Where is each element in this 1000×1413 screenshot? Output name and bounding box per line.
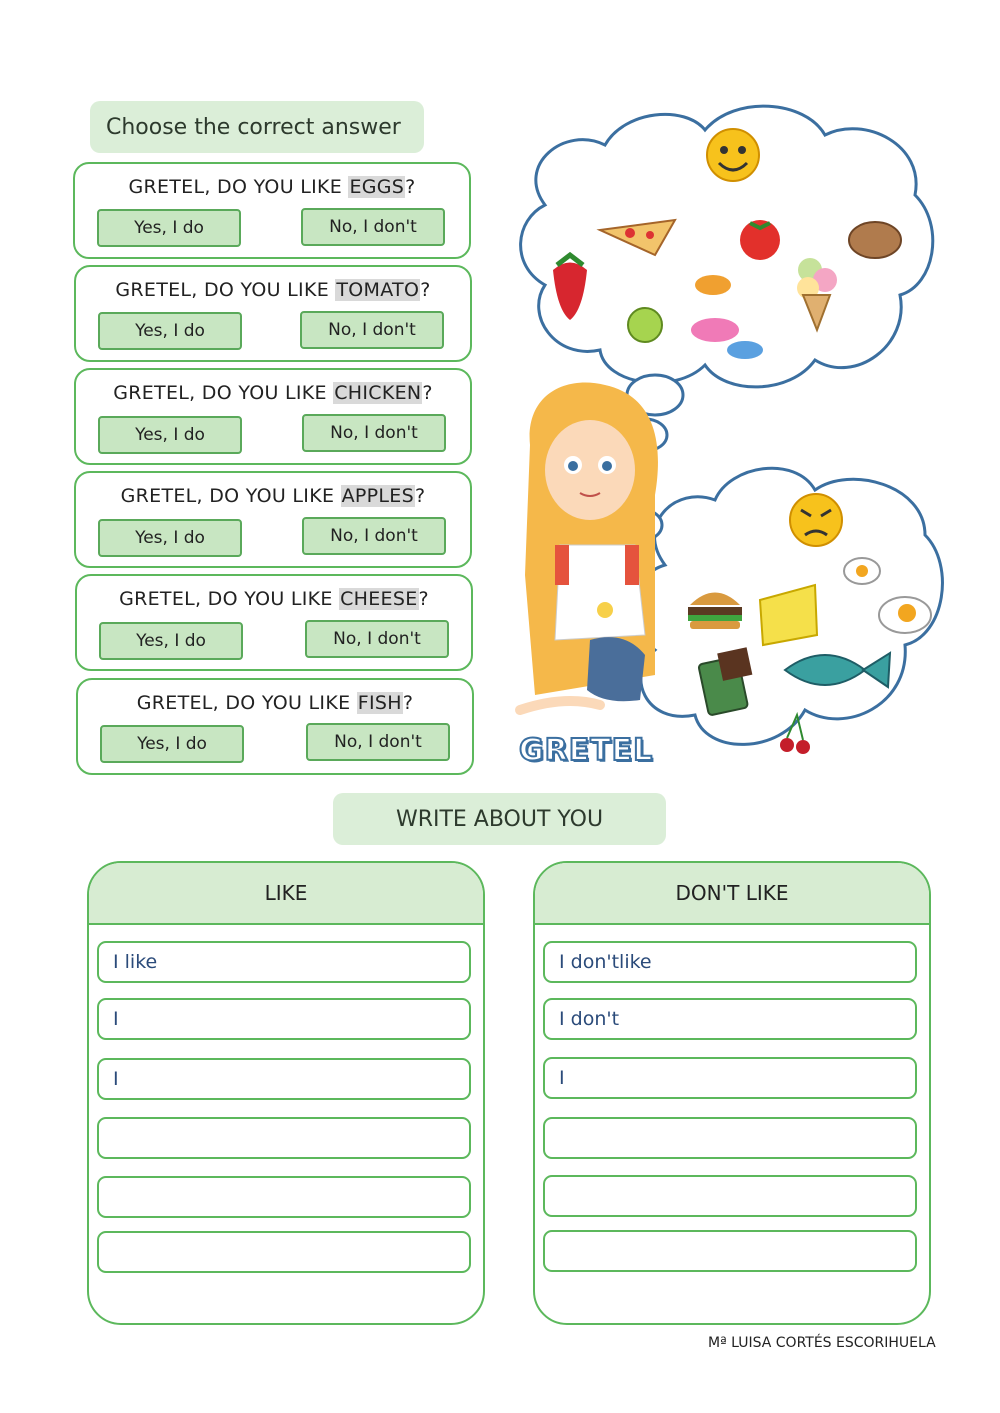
author-credit: Mª LUISA CORTÉS ESCORIHUELA: [708, 1335, 936, 1351]
food-word: CHEESE: [340, 588, 418, 610]
angry-emoji-icon: [790, 494, 842, 546]
no-button[interactable]: No, I don't: [302, 517, 446, 555]
dont-like-line[interactable]: [543, 998, 917, 1040]
like-panel: [87, 861, 485, 1325]
instructions-text: Choose the correct answer: [106, 114, 401, 140]
dont-like-line[interactable]: [543, 1175, 917, 1217]
question-text: GRETEL, DO YOU LIKE CHICKEN?: [113, 382, 433, 404]
dont-like-input[interactable]: [545, 1177, 915, 1215]
food-word: FISH: [357, 692, 402, 714]
like-input[interactable]: [99, 1178, 469, 1216]
like-line[interactable]: [97, 1058, 471, 1100]
dont-like-line[interactable]: [543, 1230, 917, 1272]
dont-like-input[interactable]: [545, 1000, 915, 1038]
question-card: [73, 162, 471, 259]
food-word: APPLES: [341, 485, 414, 507]
question-card: [74, 368, 472, 465]
happy-emoji-icon: [707, 129, 759, 181]
yes-button[interactable]: Yes, I do: [97, 209, 241, 247]
question-text: GRETEL, DO YOU LIKE FISH?: [136, 692, 414, 714]
like-line[interactable]: [97, 1231, 471, 1273]
like-line[interactable]: [97, 941, 471, 983]
question-text: GRETEL, DO YOU LIKE APPLES?: [120, 485, 426, 507]
no-button[interactable]: No, I don't: [301, 208, 445, 246]
like-input[interactable]: [99, 1060, 469, 1098]
like-line[interactable]: [97, 998, 471, 1040]
dont-like-panel: [533, 861, 931, 1325]
gretel-illustration: [505, 95, 950, 795]
question-text: GRETEL, DO YOU LIKE EGGS?: [128, 176, 416, 198]
yes-button[interactable]: Yes, I do: [98, 312, 242, 350]
instructions-banner: [90, 101, 424, 153]
character-name-label: GRETEL: [519, 733, 654, 768]
yes-button[interactable]: Yes, I do: [100, 725, 244, 763]
yes-button[interactable]: Yes, I do: [99, 622, 243, 660]
chicken-icon: [849, 222, 901, 258]
like-input[interactable]: [99, 1119, 469, 1157]
tomato-icon: [740, 220, 780, 260]
dont-like-input[interactable]: [545, 1119, 915, 1157]
yes-button[interactable]: Yes, I do: [98, 416, 242, 454]
apple-icon: [628, 308, 662, 342]
food-word: TOMATO: [336, 279, 420, 301]
no-button[interactable]: No, I don't: [302, 414, 446, 452]
dont-like-panel-header: DON'T LIKE: [535, 863, 929, 925]
question-card: [76, 678, 474, 775]
question-card: [74, 471, 472, 568]
dont-like-input[interactable]: [545, 1232, 915, 1270]
like-line[interactable]: [97, 1117, 471, 1159]
dont-like-input[interactable]: [545, 1059, 915, 1097]
like-input[interactable]: [99, 1233, 469, 1271]
no-button[interactable]: No, I don't: [306, 723, 450, 761]
food-word: EGGS: [349, 176, 405, 198]
like-line[interactable]: [97, 1176, 471, 1218]
dont-like-line[interactable]: [543, 1117, 917, 1159]
dont-like-line[interactable]: [543, 1057, 917, 1099]
dont-like-input[interactable]: [545, 943, 915, 981]
food-word: CHICKEN: [334, 382, 422, 404]
question-text: GRETEL, DO YOU LIKE CHEESE?: [119, 588, 429, 610]
dont-like-line[interactable]: [543, 941, 917, 983]
question-card: [74, 265, 472, 362]
no-button[interactable]: No, I don't: [300, 311, 444, 349]
like-input[interactable]: [99, 943, 469, 981]
no-button[interactable]: No, I don't: [305, 620, 449, 658]
like-panel-header: LIKE: [89, 863, 483, 925]
girl-character: [520, 383, 658, 711]
question-card: [75, 574, 473, 671]
like-input[interactable]: [99, 1000, 469, 1038]
yes-button[interactable]: Yes, I do: [98, 519, 242, 557]
write-section-title: [333, 793, 666, 845]
question-text: GRETEL, DO YOU LIKE TOMATO?: [115, 279, 431, 301]
write-section-title-text: WRITE ABOUT YOU: [395, 806, 604, 832]
illustration-graphic: [505, 95, 950, 795]
